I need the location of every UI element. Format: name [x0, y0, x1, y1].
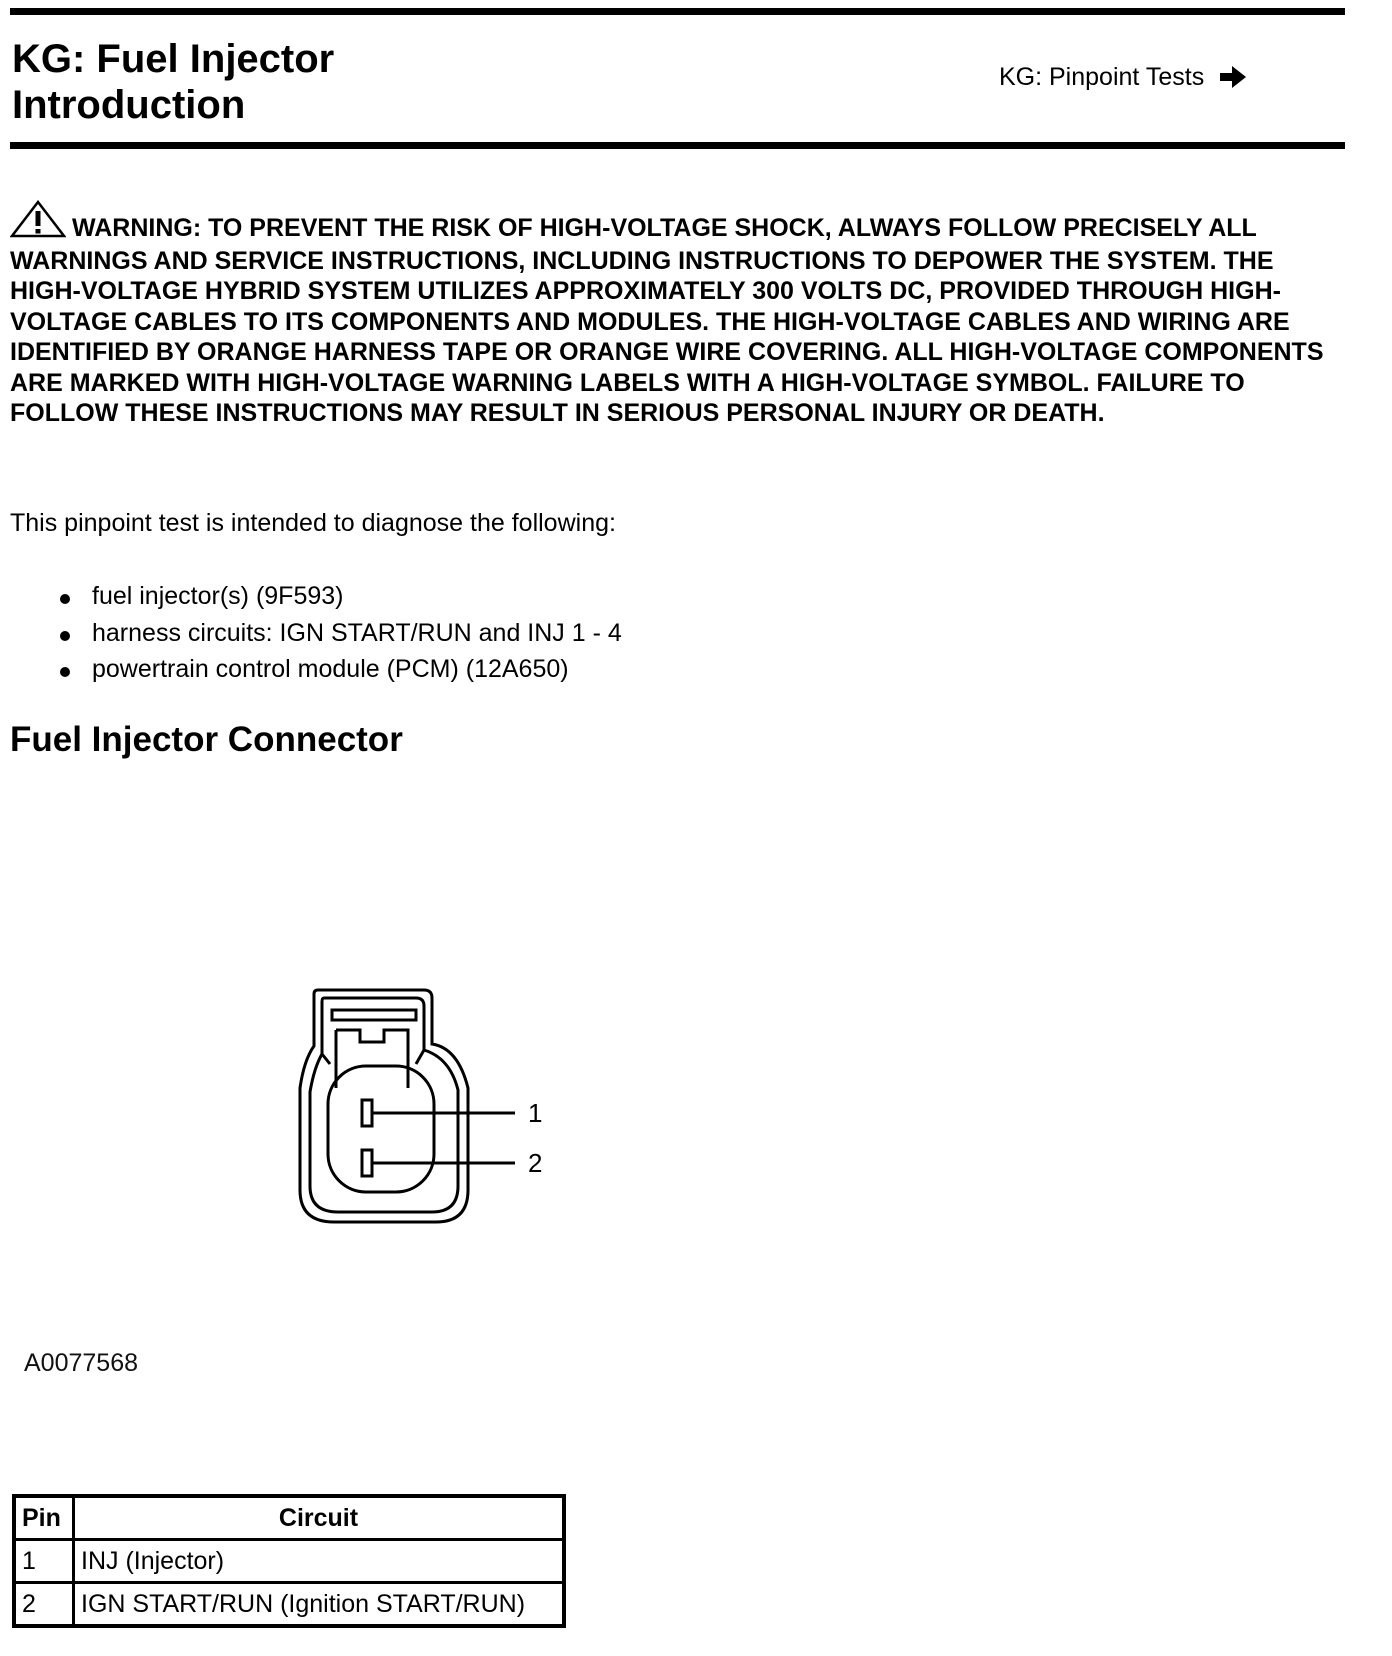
list-item: fuel injector(s) (9F593) — [58, 578, 622, 615]
table-header-row — [14, 1496, 564, 1540]
locking-latch — [332, 1010, 416, 1088]
pinpoint-tests-link[interactable] — [999, 62, 1248, 92]
terminal-cavity — [328, 1066, 434, 1192]
page-title — [12, 36, 334, 128]
pin-1-terminal — [362, 1100, 372, 1126]
circuit-column-header: Circuit — [74, 1496, 565, 1540]
high-voltage-warning — [10, 200, 1340, 429]
pin-column-header: Pin — [14, 1496, 74, 1540]
table-row — [14, 1583, 564, 1627]
circuit-cell: IGN START/RUN (Ignition START/RUN) — [74, 1583, 565, 1627]
pin-2-terminal — [362, 1150, 372, 1176]
header-bottom-rule — [10, 142, 1345, 149]
pin-circuit-table — [12, 1494, 566, 1628]
intro-text: This pinpoint test is intended to diagnose the following: — [10, 509, 616, 537]
warning-triangle-icon — [10, 200, 66, 246]
connector-diagram — [290, 980, 570, 1245]
right-arrow-icon — [1218, 64, 1248, 90]
pin-cell: 2 — [14, 1583, 74, 1627]
header-top-rule — [10, 8, 1345, 15]
figure-id: A0077568 — [24, 1349, 139, 1377]
table-row — [14, 1540, 564, 1583]
pin-1-callout: 1 — [528, 1098, 543, 1128]
connector-housing-outline — [300, 990, 468, 1222]
connector-heading: Fuel Injector Connector — [10, 720, 403, 759]
diagnosis-list — [58, 578, 622, 688]
page-title-line1: KG: Fuel Injector — [12, 37, 335, 81]
pin-cell: 1 — [14, 1540, 74, 1583]
pin-2-callout: 2 — [528, 1148, 543, 1178]
list-item: powertrain control module (PCM) (12A650) — [58, 651, 622, 688]
pinpoint-tests-link-label: KG: Pinpoint Tests — [999, 63, 1205, 91]
circuit-cell: INJ (Injector) — [74, 1540, 565, 1583]
list-item: harness circuits: IGN START/RUN and INJ 1 - 4 — [58, 615, 622, 652]
warning-text: WARNING: TO PREVENT THE RISK OF HIGH-VOLTAGE SHOCK, ALWAYS FOLLOW PRECISELY ALL WARNINGS AND SERVICE INSTRUCTIONS, INCLUDING INSTRUCTIONS TO DEPOWER THE SYSTEM. THE HIGH-VOLTAGE HYBRID SYSTEM UTILIZES APPROXIMATELY 300 VOLTS DC, PROVIDED THROUGH HIGH-VOLTAGE CABLES TO ITS COMPONENTS AND MODULES. THE HIGH-VOLTAGE CABLES AND WIRING ARE IDENTIFIED BY ORANGE HARNESS TAPE OR ORANGE WIRE COVERING. ALL HIGH-VOLTAGE COMPONENTS ARE MARKED WITH HIGH-VOLTAGE WARNING LABELS WITH A HIGH-VOLTAGE SYMBOL. FAILURE TO FOLLOW THESE INSTRUCTIONS MAY RESULT IN SERIOUS PERSONAL INJURY OR DEATH. — [10, 214, 1324, 427]
page-title-line2: Introduction — [12, 83, 246, 127]
